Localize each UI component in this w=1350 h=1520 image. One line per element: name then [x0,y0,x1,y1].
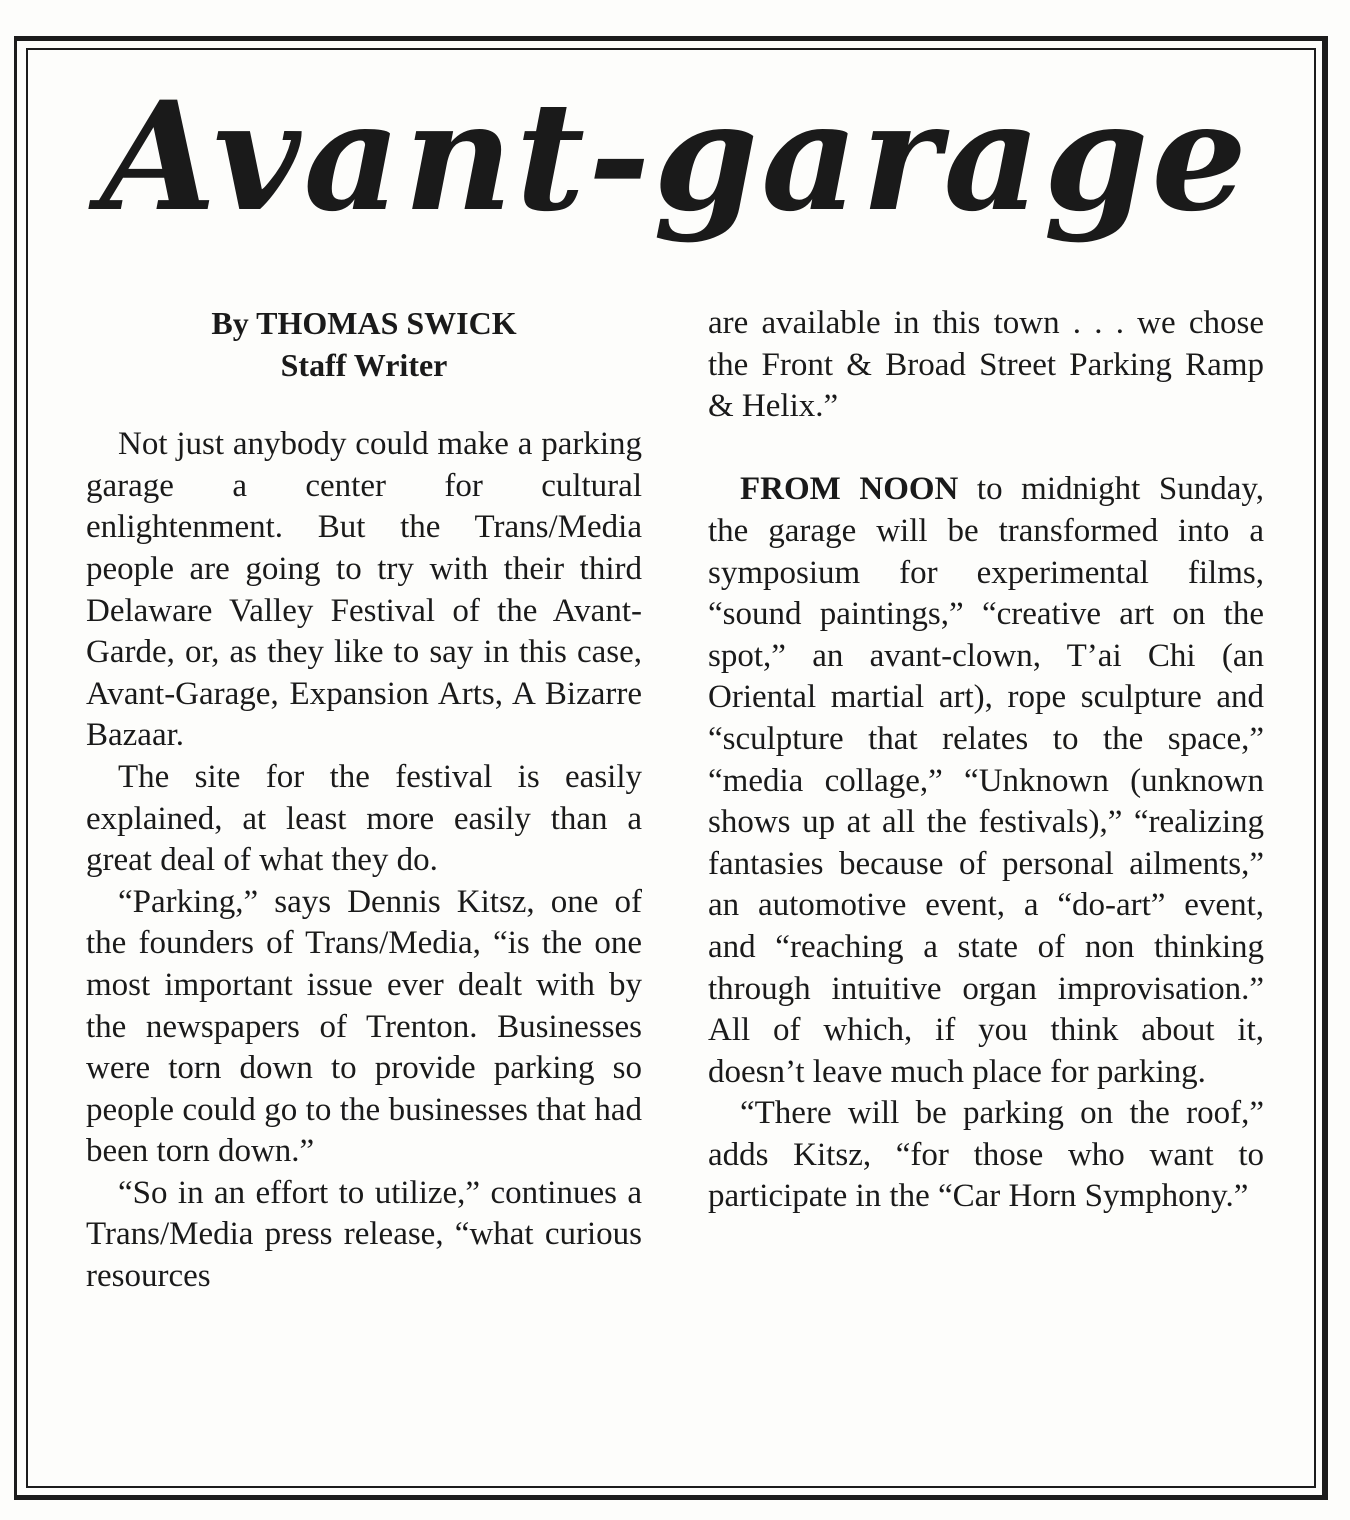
article-paragraph: Not just anybody could make a parking garage a center for cultural enlightenment. But the Trans/Media people are going to try with their third Delaware Valley Festival of the Avant-Garde, or, as they like to say in this case, Avant-Garage, Expansion Arts, A Bizarre Bazaar. [86,426,642,754]
continued-paragraph: are available in this town . . . we chose the Front & Broad Street Parking Ramp & Helix.” [708,305,1264,425]
article-paragraph: “Parking,” says Dennis Kitsz, one of the founders of Trans/Media, “is the one most important issue ever dealt with by the newspapers of Trenton. Businesses were torn down to provide parking so people could go to the businesses that had been torn down.” [86,883,642,1170]
byline-author: By THOMAS SWICK [211,305,517,341]
subhead-text: to midnight Sunday, the garage will be transformed into a symposium for experimental films, “sound paintings,” “creative art on the spot,” an avant-clown, T’ai Chi (an Oriental martial art), rope sculpture and “sculpture that relates to the space,” “media collage,” “Unknown (unknown shows up at all the festivals),” “realizing fantasies because of personal ailments,” an automotive event, a “do-art” event, and “reaching a state of non thinking through intuitive organ improvisation.” All of which, if you think about it, doesn’t leave much place for parking. [708,471,1264,1090]
subhead-paragraph [708,469,1264,1093]
article-paragraph: The site for the festival is easily explained, at least more easily than a great deal of what they do. [86,758,642,879]
subhead-lead: FROM NOON [740,471,959,508]
closing-paragraph: “There will be parking on the roof,” adds Kitsz, “for those who want to participate in the “Car Horn Symphony.” [708,1095,1264,1215]
left-column [86,303,642,1298]
article-paragraph: “So in an effort to utilize,” continues a Trans/Media press release, “what curious resources [86,1174,642,1295]
byline [86,303,642,386]
byline-role: Staff Writer [280,346,448,383]
right-column [708,303,1264,1218]
headline: Avant-garage [100,69,1250,245]
